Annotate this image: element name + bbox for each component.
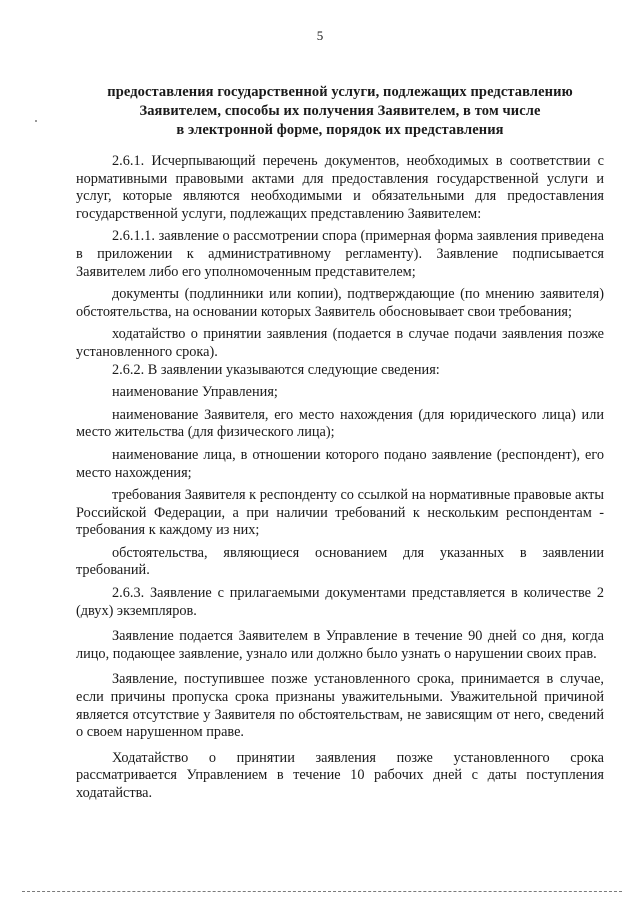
paragraph-respondent-name: наименование лица, в отношении которого подано заявление (респондент), его место нахождения; [76, 446, 604, 481]
paragraph-petition: ходатайство о принятии заявления (подается в случае подачи заявления позже установленного срока). [76, 326, 604, 360]
paragraph-documents: документы (подлинники или копии), подтверждающие (по мнению заявителя) обстоятельства, на основании которых Заявитель обосновывает свои требования; [76, 286, 604, 320]
page-number: 5 [316, 28, 324, 43]
paragraph-management-name: наименование Управления; [112, 384, 278, 401]
paragraph-2-6-1-1: 2.6.1.1. заявление о рассмотрении спора (примерная форма заявления приведена в приложении к административному регламенту). Заявление подписывается Заявителем либо его уполномоченным представителем; [76, 228, 604, 280]
section-heading-line-1: предоставления государственной услуги, подлежащих представлению [107, 84, 573, 100]
document-body [76, 153, 604, 803]
paragraph-late-submission: Заявление, поступившее позже установленного срока, принимается в случае, если причины пропуска срока признаны уважительными. Уважительной причиной является отсутствие у Заявителя по обстоятельствам, не зависящим от него, сведений о своем нарушенном праве. [76, 671, 604, 741]
paragraph-applicant-name: наименование Заявителя, его место нахождения (для юридического лица) или место жительства (для физического лица); [76, 406, 604, 441]
paragraph-circumstances: обстоятельства, являющиеся основанием для указанных в заявлении требований. [76, 544, 604, 579]
paragraph-requirements: требования Заявителя к респонденту со ссылкой на нормативные правовые акты Российской Федерации, а при наличии требований к нескольким респондентам - требования к каждому из них; [76, 487, 604, 539]
section-heading-line-2: Заявителем, способы их получения Заявителем, в том числе [139, 103, 541, 119]
paragraph-2-6-2: 2.6.2. В заявлении указываются следующие сведения: [112, 361, 440, 378]
bottom-scan-rule [22, 891, 622, 893]
paragraph-2-6-1: 2.6.1. Исчерпывающий перечень документов, необходимых в соответствии с нормативными правовыми актами для предоставления государственной услуги и услуг, которые являются необходимыми и обязательными для предоставления государственной услуги, подлежащих представлению Заявителем: [76, 153, 604, 222]
paragraph-submission-deadline: Заявление подается Заявителем в Управление в течение 90 дней со дня, когда лицо, подающее заявление, узнало или должно было узнать о нарушении своих прав. [76, 628, 604, 662]
paragraph-2-6-3: 2.6.3. Заявление с прилагаемыми документами представляется в количестве 2 (двух) экземпляров. [76, 585, 604, 619]
section-heading-line-3: в электронной форме, порядок их представления [176, 122, 504, 138]
paragraph-petition-review: Ходатайство о принятии заявления позже установленного срока рассматривается Управлением в течение 10 рабочих дней с даты поступления ходатайства. [76, 749, 604, 801]
scan-speck [35, 120, 37, 122]
